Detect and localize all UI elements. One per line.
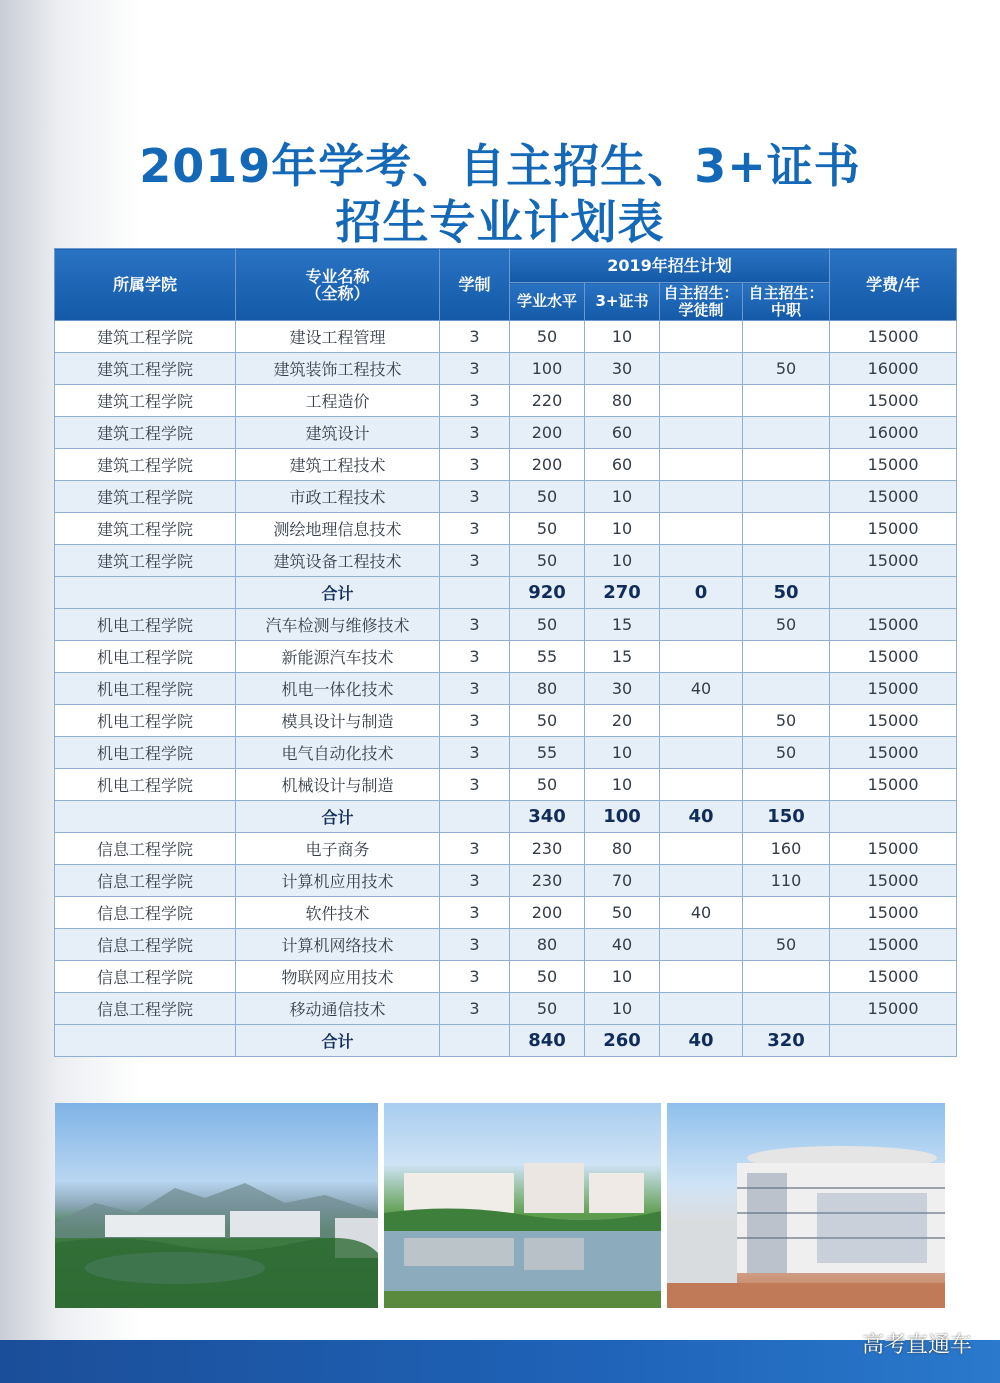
cell-college: 建筑工程学院 [55,481,236,513]
header-zizhu-zhongzhi [743,283,830,321]
cell-major: 建筑设备工程技术 [236,545,440,577]
table-row [55,545,957,577]
cell-duration: 3 [440,385,510,417]
cell-xuetu [660,321,743,353]
header-xueye: 学业水平 [510,283,585,321]
cell-duration: 3 [440,449,510,481]
subtotal-xuetu: 40 [660,1025,743,1057]
subtotal-cert: 100 [585,801,660,833]
table-row [55,737,957,769]
cell-xuetu: 40 [660,673,743,705]
cell-fee: 15000 [830,673,957,705]
cell-major: 新能源汽车技术 [236,641,440,673]
table-row [55,481,957,513]
cell-cert: 10 [585,513,660,545]
cell-fee: 15000 [830,705,957,737]
cell-xueye: 80 [510,673,585,705]
subtotal-row [55,1025,957,1057]
cell-major: 工程造价 [236,385,440,417]
cell-cert: 30 [585,353,660,385]
cell-cert: 70 [585,865,660,897]
page-title-line1: 2019年学考、自主招生、3+证书 [139,139,861,193]
cell-fee: 15000 [830,481,957,513]
cell-duration: 3 [440,705,510,737]
subtotal-empty-cell [440,577,510,609]
cell-fee: 15000 [830,993,957,1025]
cell-xueye: 230 [510,833,585,865]
subtotal-cert: 260 [585,1025,660,1057]
cell-major: 移动通信技术 [236,993,440,1025]
table-row [55,417,957,449]
cell-zhongzhi: 50 [743,353,830,385]
cell-xuetu [660,705,743,737]
table-row [55,641,957,673]
cell-cert: 10 [585,737,660,769]
subtotal-zhongzhi: 150 [743,801,830,833]
cell-cert: 10 [585,769,660,801]
cell-xuetu [660,449,743,481]
cell-fee: 15000 [830,513,957,545]
table-row [55,833,957,865]
cell-fee: 15000 [830,929,957,961]
cell-college: 建筑工程学院 [55,417,236,449]
table-row [55,865,957,897]
cell-major: 软件技术 [236,897,440,929]
cell-zhongzhi: 110 [743,865,830,897]
cell-zhongzhi [743,481,830,513]
subtotal-xuetu: 40 [660,801,743,833]
cell-major: 机械设计与制造 [236,769,440,801]
subtotal-label: 合计 [236,1025,440,1057]
cell-college: 机电工程学院 [55,705,236,737]
cell-fee: 15000 [830,897,957,929]
cell-duration: 3 [440,865,510,897]
cell-xuetu [660,833,743,865]
cell-fee: 15000 [830,321,957,353]
cell-fee: 16000 [830,417,957,449]
header-zizhu-xuetu-line1: 自主招生： [663,283,739,302]
header-zizhu-zhongzhi-line1: 自主招生： [748,283,824,302]
table-row [55,993,957,1025]
table-row [55,385,957,417]
cell-zhongzhi [743,449,830,481]
table-row [55,673,957,705]
cell-xueye: 50 [510,609,585,641]
cell-fee: 15000 [830,545,957,577]
cell-xueye: 50 [510,769,585,801]
cell-cert: 15 [585,609,660,641]
cell-zhongzhi: 50 [743,609,830,641]
cell-duration: 3 [440,897,510,929]
cell-college: 机电工程学院 [55,673,236,705]
cell-fee: 15000 [830,769,957,801]
enrollment-plan-table [54,248,957,1057]
header-fee: 学费/年 [830,249,957,321]
cell-major: 电气自动化技术 [236,737,440,769]
cell-xueye: 50 [510,993,585,1025]
cell-cert: 10 [585,993,660,1025]
cell-xueye: 50 [510,961,585,993]
cell-cert: 50 [585,897,660,929]
cell-major: 计算机应用技术 [236,865,440,897]
header-zizhu-xuetu-line2: 学徒制 [678,300,724,319]
subtotal-xueye: 340 [510,801,585,833]
cell-xueye: 200 [510,417,585,449]
campus-photo-library-building-art [667,1103,945,1308]
cell-fee: 15000 [830,833,957,865]
cell-duration: 3 [440,321,510,353]
header-duration: 学制 [440,249,510,321]
cell-zhongzhi [743,769,830,801]
subtotal-xueye: 920 [510,577,585,609]
cell-xuetu [660,737,743,769]
cell-cert: 10 [585,481,660,513]
cell-major: 机电一体化技术 [236,673,440,705]
cell-cert: 40 [585,929,660,961]
cell-duration: 3 [440,961,510,993]
cell-duration: 3 [440,737,510,769]
cell-college: 机电工程学院 [55,641,236,673]
subtotal-xuetu: 0 [660,577,743,609]
cell-xuetu [660,609,743,641]
cell-xuetu [660,865,743,897]
table-row [55,705,957,737]
cell-xueye: 220 [510,385,585,417]
campus-photo-library-building [667,1103,945,1308]
cell-major: 计算机网络技术 [236,929,440,961]
table-row [55,609,957,641]
campus-photo-buildings-reflection [384,1103,661,1308]
cell-college: 建筑工程学院 [55,545,236,577]
cell-cert: 30 [585,673,660,705]
cell-college: 建筑工程学院 [55,321,236,353]
header-plan-group: 2019年招生计划 [510,249,830,283]
cell-college: 建筑工程学院 [55,353,236,385]
cell-fee: 16000 [830,353,957,385]
cell-zhongzhi [743,545,830,577]
cell-major: 市政工程技术 [236,481,440,513]
cell-duration: 3 [440,769,510,801]
table-row [55,961,957,993]
cell-college: 信息工程学院 [55,897,236,929]
cell-fee: 15000 [830,609,957,641]
cell-cert: 10 [585,961,660,993]
table-row [55,353,957,385]
cell-zhongzhi [743,993,830,1025]
cell-duration: 3 [440,833,510,865]
cell-xuetu [660,353,743,385]
subtotal-xueye: 840 [510,1025,585,1057]
subtotal-empty-cell [830,801,957,833]
cell-xuetu: 40 [660,897,743,929]
cell-major: 建设工程管理 [236,321,440,353]
cell-college: 信息工程学院 [55,929,236,961]
cell-duration: 3 [440,929,510,961]
cell-major: 模具设计与制造 [236,705,440,737]
cell-zhongzhi [743,897,830,929]
cell-xuetu [660,417,743,449]
cell-xuetu [660,385,743,417]
cell-zhongzhi [743,641,830,673]
cell-college: 信息工程学院 [55,993,236,1025]
cell-duration: 3 [440,513,510,545]
cell-xuetu [660,769,743,801]
cell-zhongzhi: 160 [743,833,830,865]
table-row [55,897,957,929]
cell-major: 电子商务 [236,833,440,865]
cell-college: 信息工程学院 [55,833,236,865]
cell-cert: 10 [585,321,660,353]
cell-college: 机电工程学院 [55,769,236,801]
header-zizhu-xuetu [660,283,743,321]
table-row [55,513,957,545]
cell-major: 物联网应用技术 [236,961,440,993]
cell-xueye: 50 [510,513,585,545]
cell-college: 建筑工程学院 [55,385,236,417]
cell-cert: 60 [585,449,660,481]
cell-fee: 15000 [830,865,957,897]
cell-cert: 15 [585,641,660,673]
subtotal-row [55,801,957,833]
cell-zhongzhi [743,385,830,417]
header-cert: 3+证书 [585,283,660,321]
cell-duration: 3 [440,993,510,1025]
cell-xueye: 50 [510,545,585,577]
cell-cert: 20 [585,705,660,737]
cell-major: 建筑装饰工程技术 [236,353,440,385]
subtotal-label: 合计 [236,577,440,609]
cell-duration: 3 [440,609,510,641]
subtotal-empty-cell [55,577,236,609]
cell-xueye: 50 [510,705,585,737]
cell-major: 建筑工程技术 [236,449,440,481]
cell-cert: 60 [585,417,660,449]
cell-zhongzhi [743,673,830,705]
cell-duration: 3 [440,353,510,385]
cell-college: 建筑工程学院 [55,449,236,481]
subtotal-row [55,577,957,609]
cell-cert: 80 [585,833,660,865]
cell-duration: 3 [440,641,510,673]
cell-xuetu [660,545,743,577]
cell-zhongzhi [743,961,830,993]
cell-xuetu [660,513,743,545]
cell-xueye: 200 [510,897,585,929]
cell-major: 建筑设计 [236,417,440,449]
cell-xueye: 80 [510,929,585,961]
subtotal-cert: 270 [585,577,660,609]
cell-fee: 15000 [830,961,957,993]
table-row [55,321,957,353]
cell-fee: 15000 [830,449,957,481]
subtotal-label: 合计 [236,801,440,833]
cell-xuetu [660,993,743,1025]
header-major [236,249,440,321]
cell-xuetu [660,641,743,673]
campus-photo-lake-mountains-art [55,1103,378,1308]
cell-zhongzhi [743,321,830,353]
cell-xueye: 50 [510,321,585,353]
cell-xueye: 50 [510,481,585,513]
cell-cert: 80 [585,385,660,417]
cell-college: 信息工程学院 [55,961,236,993]
cell-zhongzhi [743,417,830,449]
campus-photo-buildings-reflection-art [384,1103,661,1308]
cell-xuetu [660,961,743,993]
cell-xueye: 55 [510,641,585,673]
campus-photo-lake-mountains [55,1103,378,1308]
cell-fee: 15000 [830,737,957,769]
cell-fee: 15000 [830,385,957,417]
cell-college: 机电工程学院 [55,609,236,641]
subtotal-zhongzhi: 320 [743,1025,830,1057]
page-title-line2: 招生专业计划表 [335,195,665,249]
cell-xueye: 230 [510,865,585,897]
cell-fee: 15000 [830,641,957,673]
cell-duration: 3 [440,417,510,449]
cell-college: 建筑工程学院 [55,513,236,545]
cell-xuetu [660,481,743,513]
table-row [55,929,957,961]
cell-major: 汽车检测与维修技术 [236,609,440,641]
cell-xueye: 200 [510,449,585,481]
cell-xuetu [660,929,743,961]
subtotal-empty-cell [55,801,236,833]
table-row [55,769,957,801]
subtotal-zhongzhi: 50 [743,577,830,609]
subtotal-empty-cell [440,1025,510,1057]
cell-zhongzhi: 50 [743,929,830,961]
watermark: 高考直通车 [861,1333,972,1358]
cell-duration: 3 [440,673,510,705]
cell-zhongzhi: 50 [743,737,830,769]
cell-cert: 10 [585,545,660,577]
cell-duration: 3 [440,545,510,577]
table-row [55,449,957,481]
footer-bar [0,1340,1000,1383]
cell-zhongzhi: 50 [743,705,830,737]
cell-duration: 3 [440,481,510,513]
cell-xueye: 100 [510,353,585,385]
subtotal-empty-cell [55,1025,236,1057]
header-major-line2: （全称） [305,283,370,303]
cell-college: 信息工程学院 [55,865,236,897]
cell-zhongzhi [743,513,830,545]
header-zizhu-zhongzhi-line2: 中职 [771,300,802,319]
table-body [55,321,957,1057]
header-major-line1: 专业名称 [305,266,370,286]
cell-college: 机电工程学院 [55,737,236,769]
subtotal-empty-cell [440,801,510,833]
cell-major: 测绘地理信息技术 [236,513,440,545]
cell-xueye: 55 [510,737,585,769]
header-college: 所属学院 [55,249,236,321]
subtotal-empty-cell [830,1025,957,1057]
subtotal-empty-cell [830,577,957,609]
